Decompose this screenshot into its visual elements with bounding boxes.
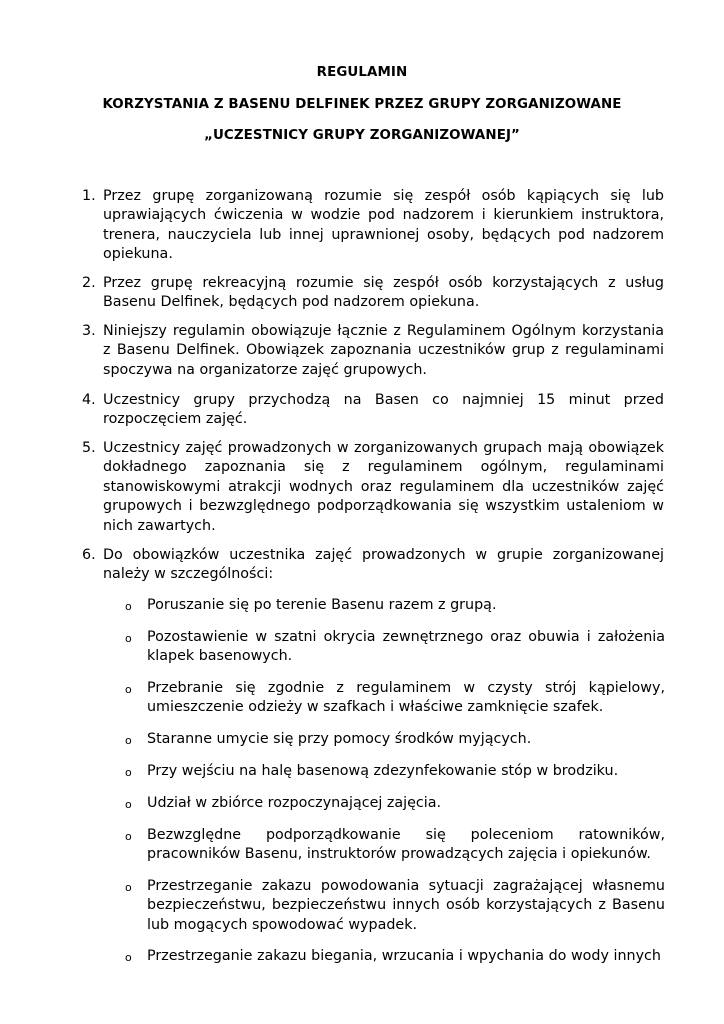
rule-text: Przez grupę rekreacyjną rozumie się zespół osób korzystających z usług Basenu Delfinek, będących pod nadzorem opiekuna. [103,275,664,311]
rule-text: Do obowiązków uczestnika zajęć prowadzonych w grupie zorganizowanej należy w szczególności: [103,547,664,583]
bullet-circle-icon: o [125,632,132,645]
bullet-circle-icon: o [125,798,132,811]
document-subtitle-quoted: „UCZESTNICY GRUPY ZORGANIZOWANEJ” [204,128,520,143]
rule-text: Uczestnicy zajęć prowadzonych w zorganizowanych grupach mają obowiązek dokładnego zapoznania się z regulaminem ogólnym, regulaminami stanowiskowymi atrakcji wodnych oraz regulaminem dla uczestników zajęć grupowych i bezwzględnego podporządkowania się wszystkim ustaleniom w nich zawartych. [103,440,664,534]
rule-number: 3. [82,323,96,339]
sub-item-text: Udział w zbiórce rozpoczynającej zajęcia. [147,795,442,811]
bullet-circle-icon: o [125,830,132,843]
bullet-circle-icon: o [125,683,132,696]
sub-item-text: Przestrzeganie zakazu biegania, wrzucania i wpychania do wody innych [147,948,661,964]
rule-number: 1. [82,188,96,204]
bullet-circle-icon: o [125,766,132,779]
bullet-circle-icon: o [125,951,132,964]
sub-item-text: Bezwzględne podporządkowanie się poleceniom ratowników, pracowników Basenu, instruktorów prowadzących zajęcia i opiekunów. [147,827,665,863]
bullet-circle-icon: o [125,600,132,613]
rule-text: Niniejszy regulamin obowiązuje łącznie z Regulaminem Ogólnym korzystania z Basenu Delfinek. Obowiązek zapoznania uczestników grup z regulaminami spoczywa na organizatorze zajęć grupowych. [103,323,664,378]
rule-text: Przez grupę zorganizowaną rozumie się zespół osób kąpiących się lub uprawiających ćwiczenia w wodzie pod nadzorem i kierunkiem instruktora, trenera, nauczyciela lub innej uprawnionej osoby, będących pod nadzorem opiekuna. [103,188,664,263]
rule-number: 2. [82,275,96,291]
document-title: REGULAMIN [316,65,408,80]
bullet-circle-icon: o [125,881,132,894]
sub-item-text: Przestrzeganie zakazu powodowania sytuacji zagrażającej własnemu bezpieczeństwu, bezpieczeństwu innych osób korzystających z Basenu lub mogących spowodować wypadek. [147,878,665,933]
rule-number: 6. [82,547,96,563]
sub-item-text: Poruszanie się po terenie Basenu razem z grupą. [147,597,497,613]
sub-item-text: Przy wejściu na halę basenową zdezynfekowanie stóp w brodziku. [147,763,619,779]
sub-item-text: Przebranie się zgodnie z regulaminem w czysty strój kąpielowy, umieszczenie odzieży w szafkach i właściwe zamknięcie szafek. [147,680,665,716]
rule-number: 4. [82,392,96,408]
sub-item-text: Pozostawienie w szatni okrycia zewnętrznego oraz obuwia i założenia klapek basenowych. [147,629,665,665]
rule-text: Uczestnicy grupy przychodzą na Basen co najmniej 15 minut przed rozpoczęciem zajęć. [103,392,664,428]
rule-number: 5. [82,440,96,456]
bullet-circle-icon: o [125,734,132,747]
document-subtitle: KORZYSTANIA Z BASENU DELFINEK PRZEZ GRUPY ZORGANIZOWANE [102,97,622,112]
sub-item-text: Staranne umycie się przy pomocy środków myjących. [147,731,532,747]
